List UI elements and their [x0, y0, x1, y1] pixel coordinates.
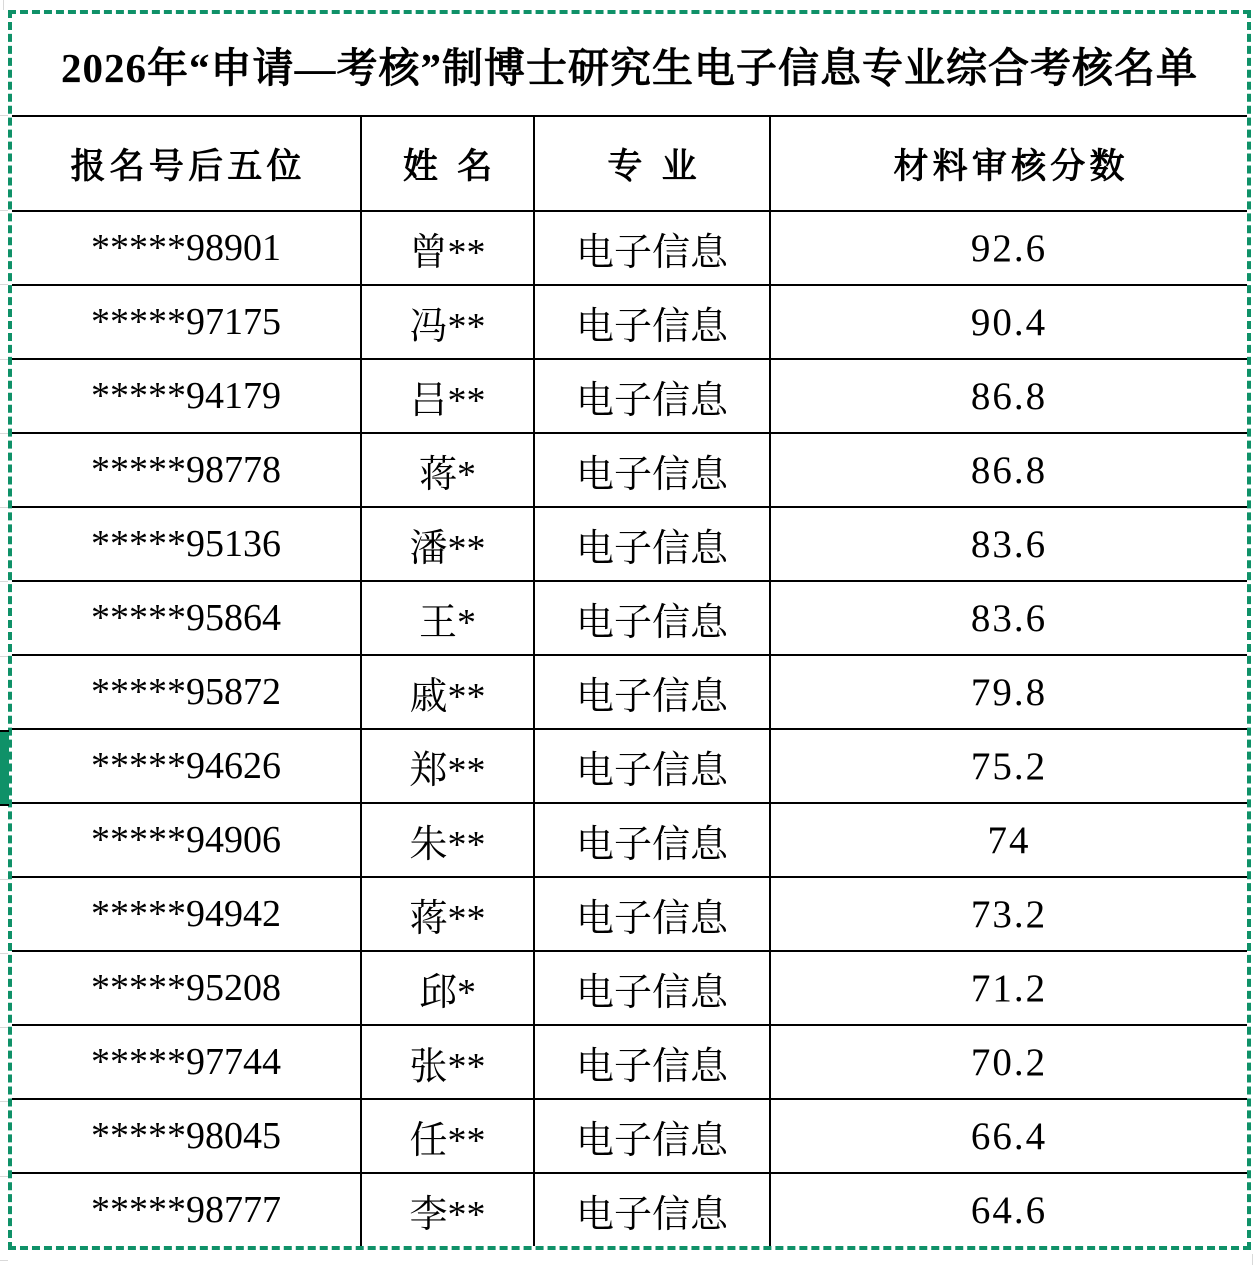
gutter-gridline	[0, 359, 8, 360]
table-row	[12, 210, 1247, 284]
cell-name[interactable]: 戚**	[362, 656, 535, 728]
cell-registration-number[interactable]: *****98045	[12, 1100, 362, 1172]
cell-registration-number[interactable]: *****94906	[12, 804, 362, 876]
gutter-gridline	[0, 433, 8, 434]
cell-registration-number[interactable]: *****98901	[12, 212, 362, 284]
cell-score[interactable]: 64.6	[970, 1188, 1048, 1232]
cell-name[interactable]: 蒋**	[362, 878, 535, 950]
cell-major[interactable]: 电子信息	[535, 434, 771, 506]
table-row	[12, 358, 1247, 432]
table-row-selected	[12, 728, 1247, 802]
gutter-gridline	[0, 210, 8, 211]
gutter-gridline	[0, 1260, 8, 1261]
cell-major[interactable]: 电子信息	[535, 1174, 771, 1246]
cell-score[interactable]: 83.6	[970, 596, 1048, 640]
cell-score[interactable]: 92.6	[970, 226, 1048, 270]
cell-score[interactable]: 90.4	[970, 300, 1048, 344]
table-row	[12, 432, 1247, 506]
table-header-row	[12, 115, 1247, 210]
cell-major[interactable]: 电子信息	[535, 730, 771, 802]
column-header-name[interactable]: 姓名	[362, 117, 535, 210]
cell-major[interactable]: 电子信息	[535, 1026, 771, 1098]
cell-score[interactable]: 86.8	[970, 448, 1048, 492]
cell-major[interactable]: 电子信息	[535, 656, 771, 728]
cell-score[interactable]: 70.2	[970, 1040, 1048, 1084]
gutter-gridline	[1252, 1254, 1253, 1265]
cell-name[interactable]: 蒋*	[362, 434, 535, 506]
cell-name[interactable]: 任**	[362, 1100, 535, 1172]
cell-score[interactable]: 75.2	[970, 744, 1048, 788]
cell-name[interactable]: 曾**	[362, 212, 535, 284]
cell-major[interactable]: 电子信息	[535, 1100, 771, 1172]
row-selection-indicator	[0, 730, 9, 806]
table-row	[12, 284, 1247, 358]
gutter-gridline	[3, 0, 4, 10]
cell-name[interactable]: 郑**	[362, 730, 535, 802]
gutter-gridline	[0, 879, 8, 880]
cell-registration-number[interactable]: *****98777	[12, 1174, 362, 1246]
cell-name[interactable]: 王*	[362, 582, 535, 654]
cell-major[interactable]: 电子信息	[535, 508, 771, 580]
gutter-gridline	[0, 115, 8, 116]
cell-major[interactable]: 电子信息	[535, 360, 771, 432]
cell-major[interactable]: 电子信息	[535, 952, 771, 1024]
table-row	[12, 506, 1247, 580]
gutter-gridline	[0, 581, 8, 582]
cell-registration-number[interactable]: *****97175	[12, 286, 362, 358]
column-header-major[interactable]: 专业	[535, 117, 771, 210]
table-row	[12, 654, 1247, 728]
table-row	[12, 876, 1247, 950]
cell-name[interactable]: 朱**	[362, 804, 535, 876]
cell-registration-number[interactable]: *****94626	[12, 730, 362, 802]
table-row	[12, 1172, 1247, 1246]
cell-score[interactable]: 66.4	[970, 1114, 1048, 1158]
cell-score[interactable]: 83.6	[970, 522, 1048, 566]
cell-major[interactable]: 电子信息	[535, 804, 771, 876]
cell-registration-number[interactable]: *****95872	[12, 656, 362, 728]
cell-registration-number[interactable]: *****95864	[12, 582, 362, 654]
cell-name[interactable]: 张**	[362, 1026, 535, 1098]
cell-name[interactable]: 吕**	[362, 360, 535, 432]
page-title: 2026年“申请—考核”制博士研究生电子信息专业综合考核名单	[61, 45, 1198, 91]
table-row	[12, 950, 1247, 1024]
cell-major[interactable]: 电子信息	[535, 286, 771, 358]
cell-registration-number[interactable]: *****95136	[12, 508, 362, 580]
cell-score[interactable]: 71.2	[970, 966, 1048, 1010]
cell-name[interactable]: 邱*	[362, 952, 535, 1024]
column-header-score[interactable]: 材料审核分数	[893, 146, 1129, 186]
cell-registration-number[interactable]: *****95208	[12, 952, 362, 1024]
cell-registration-number[interactable]: *****97744	[12, 1026, 362, 1098]
gutter-gridline	[0, 1176, 8, 1177]
cell-registration-number[interactable]: *****94942	[12, 878, 362, 950]
cell-major[interactable]: 电子信息	[535, 878, 771, 950]
cell-registration-number[interactable]: *****94179	[12, 360, 362, 432]
cell-major[interactable]: 电子信息	[535, 212, 771, 284]
gutter-gridline	[0, 284, 8, 285]
cell-name[interactable]: 冯**	[362, 286, 535, 358]
table-row	[12, 1098, 1247, 1172]
gutter-gridline	[0, 507, 8, 508]
gutter-gridline	[0, 1027, 8, 1028]
table-row	[12, 1024, 1247, 1098]
cell-score[interactable]: 86.8	[970, 374, 1048, 418]
gutter-gridline	[0, 1101, 8, 1102]
cell-major[interactable]: 电子信息	[535, 582, 771, 654]
cell-score[interactable]: 73.2	[970, 892, 1048, 936]
table-row	[12, 580, 1247, 654]
gutter-gridline	[0, 953, 8, 954]
gutter-gridline	[0, 656, 8, 657]
cell-registration-number[interactable]: *****98778	[12, 434, 362, 506]
cell-score[interactable]: 79.8	[970, 670, 1048, 714]
cell-name[interactable]: 李**	[362, 1174, 535, 1246]
print-area-boundary	[8, 10, 1251, 1250]
cell-name[interactable]: 潘**	[362, 508, 535, 580]
table-row	[12, 802, 1247, 876]
column-header-registration-number[interactable]: 报名号后五位	[12, 117, 362, 210]
cell-score[interactable]: 74	[987, 818, 1031, 862]
